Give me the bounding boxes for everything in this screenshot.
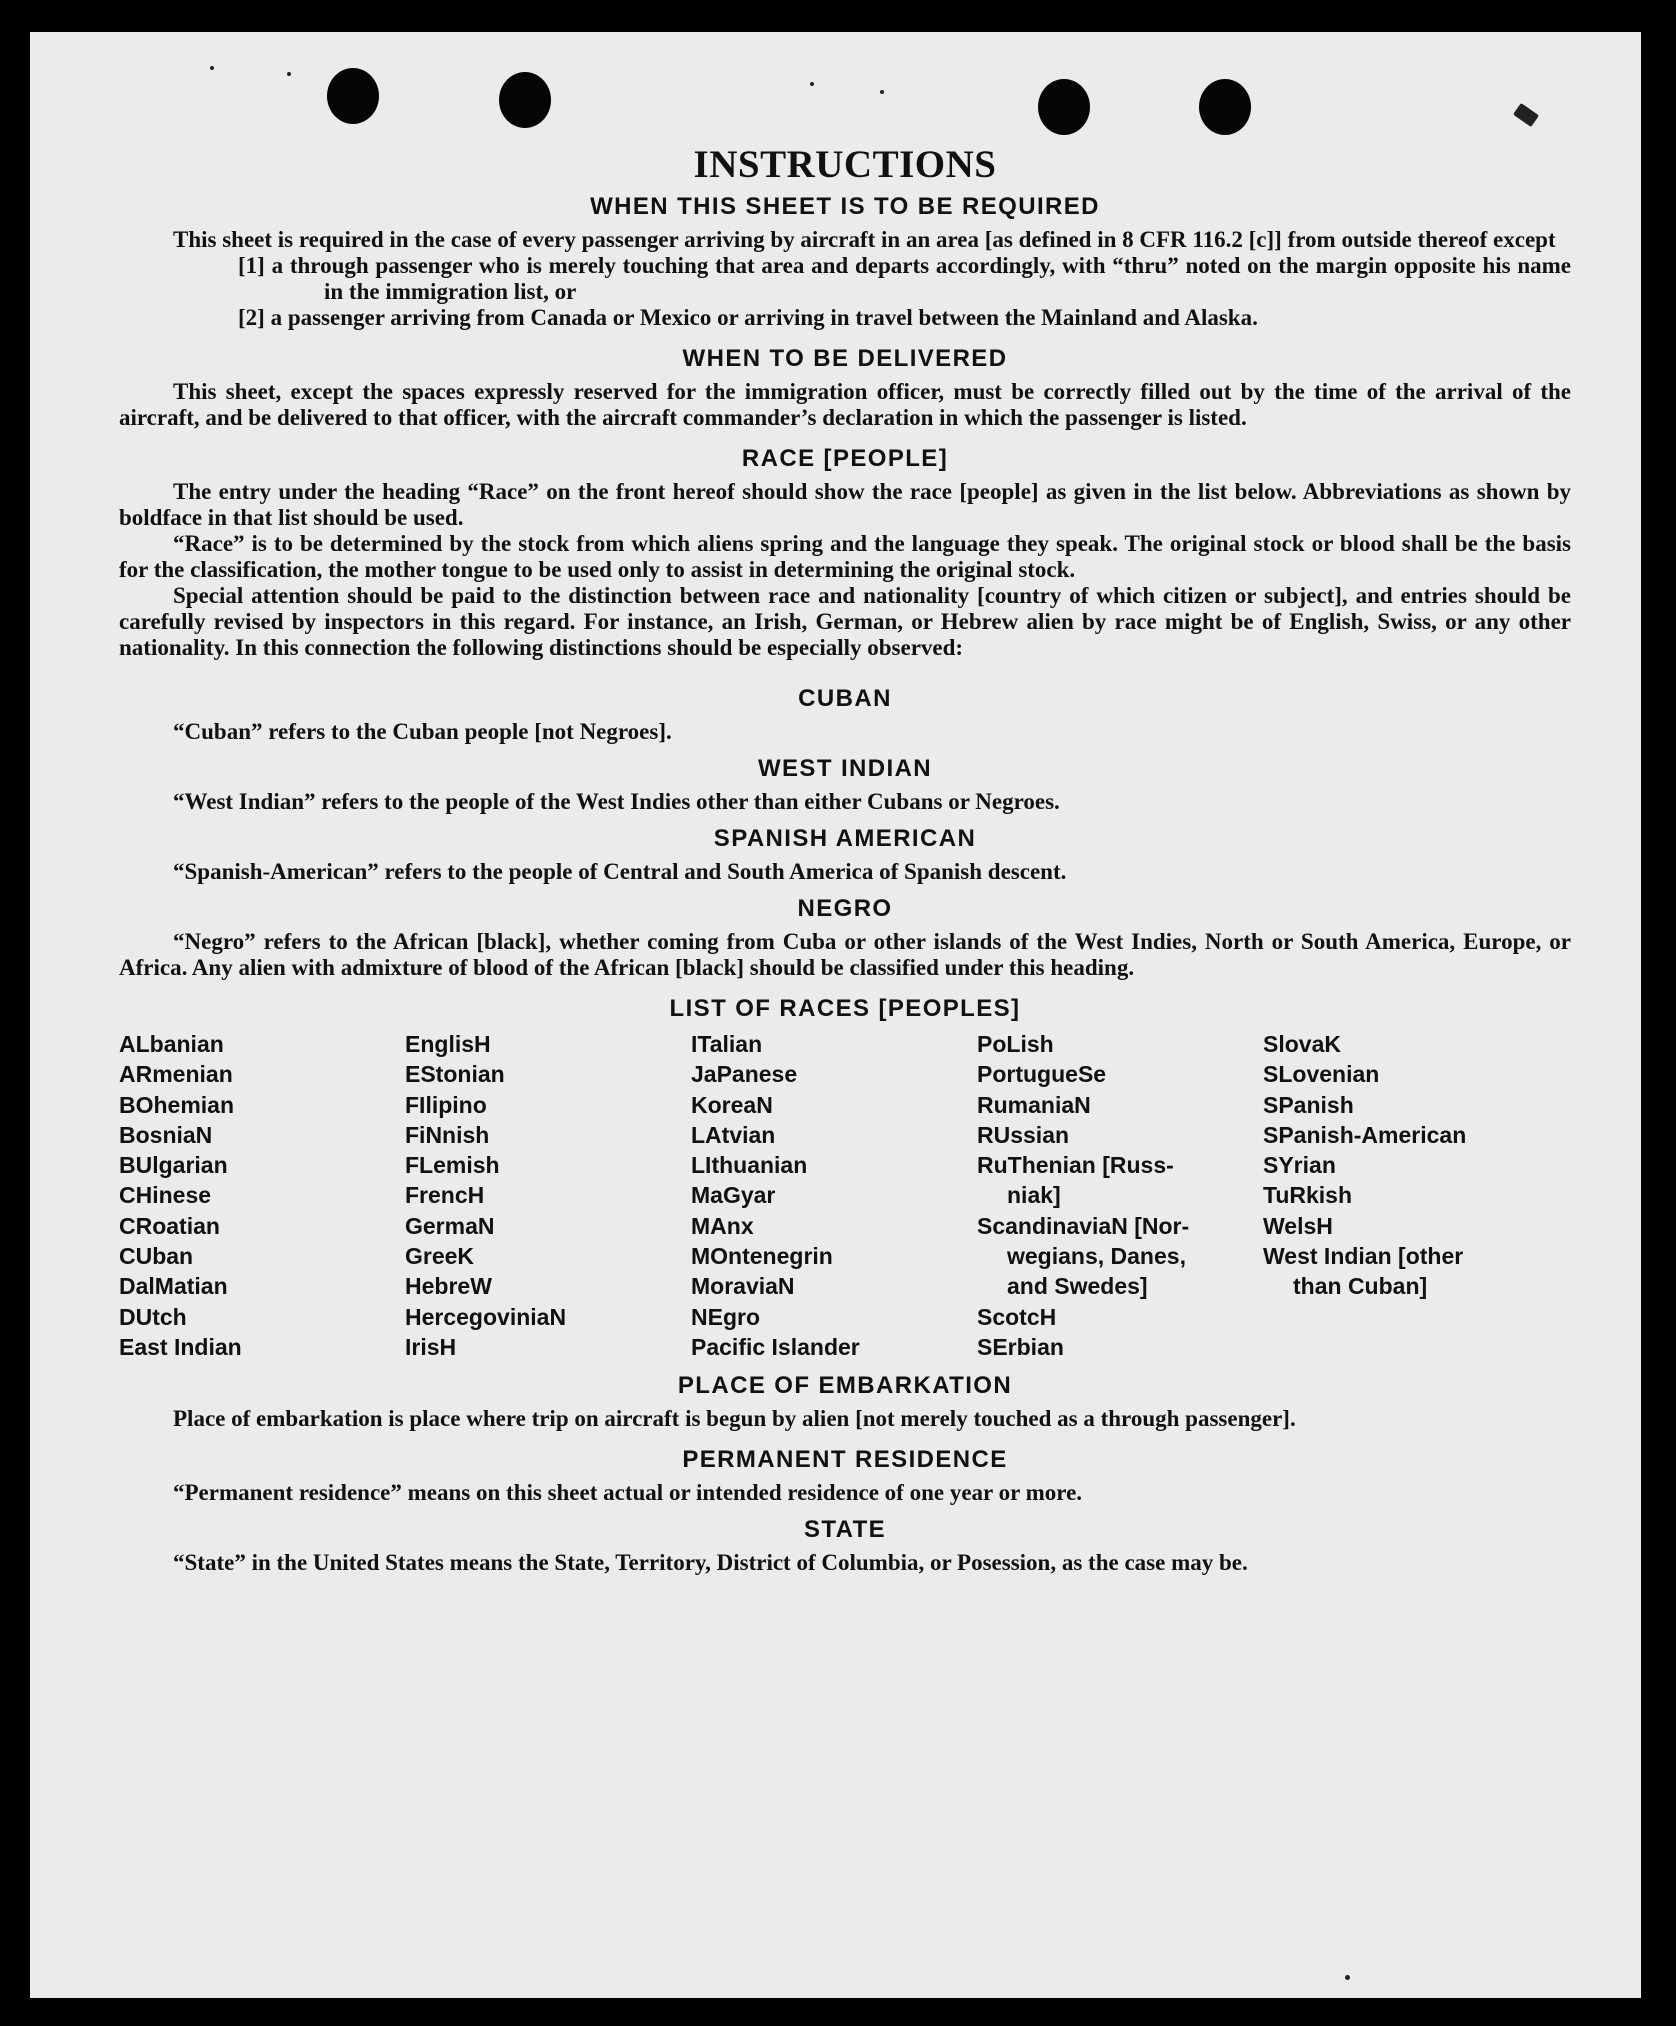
race-item: FrencH: [405, 1182, 485, 1209]
race-list: [119, 1029, 1571, 1362]
race-item: SErbian: [977, 1333, 1064, 1360]
race-item: than Cuban]: [1293, 1273, 1428, 1300]
heading-cuban: CUBAN: [798, 685, 892, 712]
race-item: DalMatian: [119, 1273, 228, 1300]
race-item: EStonian: [405, 1061, 505, 1088]
race-item: PoLish: [977, 1031, 1054, 1057]
punch-hole-1: [327, 68, 379, 124]
required-intro: This sheet is required in the case of every passenger arriving by aircraft in an area [as defined in 8 CFR 116.2 [c]] from outside thereof except: [173, 227, 1556, 252]
race-item: GermaN: [405, 1212, 495, 1239]
race-column: [691, 1029, 977, 1362]
page-title: INSTRUCTIONS: [693, 143, 997, 186]
race-item: CHinese: [119, 1182, 212, 1209]
required-item-2: [2] a passenger arriving from Canada or Mexico or arriving in travel between the Mainland and Alaska.: [238, 305, 1258, 330]
race-item: FiNnish: [405, 1121, 490, 1148]
delivered-text: This sheet, except the spaces expressly reserved for the immigration officer, must be correctly filled out by the time of the arrival of the aircraft, and be delivered to that officer, with the aircraft commander’s declaration in which the passenger is listed.: [119, 379, 1571, 430]
race-item: KoreaN: [691, 1091, 773, 1118]
race-item: RumaniaN: [977, 1091, 1091, 1118]
heading-when-required: WHEN THIS SHEET IS TO BE REQUIRED: [590, 193, 1100, 220]
race-paragraph-3: Special attention should be paid to the distinction between race and nationality [country of which citizen or subject], and entries should be carefully revised by inspectors in this regard. For instance, an Irish, German, or Hebrew alien by race might be of English, Swiss, or any other nationality. In this connection the following distinctions should be especially observed:: [119, 583, 1571, 660]
speck: [287, 72, 291, 76]
race-item: EnglisH: [405, 1031, 491, 1057]
race-item: DUtch: [119, 1303, 187, 1330]
race-item: TuRkish: [1263, 1182, 1353, 1209]
state-text: “State” in the United States means the State, Territory, District of Columbia, or Posession, as the case may be.: [173, 1550, 1248, 1576]
race-column: [977, 1029, 1263, 1362]
speck: [210, 66, 214, 70]
race-item: CUban: [119, 1243, 194, 1270]
race-item: SPanish-American: [1263, 1121, 1467, 1148]
race-item: MAnx: [691, 1212, 754, 1239]
punch-hole-3: [1038, 79, 1090, 135]
race-item: ALbanian: [119, 1031, 224, 1057]
instructions-content: [119, 142, 1571, 1576]
race-column: [119, 1029, 405, 1362]
race-item: BosniaN: [119, 1121, 213, 1148]
negro-text: “Negro” refers to the African [black], whether coming from Cuba or other islands of the West Indies, North or South America, Europe, or Africa. Any alien with admixture of blood of the African [black] should be classified under this heading.: [119, 929, 1571, 980]
speck: [1513, 103, 1539, 127]
heading-race: RACE [PEOPLE]: [741, 445, 949, 472]
document-sheet: [30, 32, 1641, 1998]
required-item-1: [1] a through passenger who is merely touching that area and departs accordingly, with “thru” noted on the margin opposite his name in the immigration list, or: [238, 253, 1571, 304]
speck: [1345, 1975, 1350, 1980]
race-column: [405, 1029, 691, 1362]
race-item: SlovaK: [1263, 1031, 1341, 1057]
race-item: LAtvian: [691, 1121, 776, 1148]
race-item: MOntenegrin: [691, 1243, 833, 1270]
heading-permanent-residence: PERMANENT RESIDENCE: [682, 1446, 1008, 1474]
heading-west-indian: WEST INDIAN: [757, 755, 933, 782]
heading-negro: NEGRO: [797, 895, 893, 922]
race-paragraph-2: “Race” is to be determined by the stock from which aliens spring and the language they speak. The original stock or blood shall be the basis for the classification, the mother tongue to be used only to assist in determining the original stock.: [119, 531, 1571, 582]
heading-spanish-american: SPANISH AMERICAN: [713, 825, 977, 852]
race-item: Pacific Islander: [691, 1333, 860, 1360]
race-item: East Indian: [119, 1333, 242, 1360]
heading-state: STATE: [803, 1516, 887, 1544]
race-item: BOhemian: [119, 1091, 235, 1118]
race-item: FLemish: [405, 1152, 500, 1179]
punch-hole-4: [1199, 79, 1251, 135]
race-item: ITalian: [691, 1031, 763, 1057]
race-item: CRoatian: [119, 1212, 220, 1239]
cuban-text: “Cuban” refers to the Cuban people [not Negroes].: [173, 719, 672, 744]
punch-hole-2: [499, 72, 551, 128]
race-item: RUssian: [977, 1121, 1070, 1148]
race-item: WelsH: [1263, 1212, 1333, 1239]
race-column: [1263, 1029, 1563, 1362]
residence-text: “Permanent residence” means on this sheet actual or intended residence of one year or more.: [173, 1480, 1083, 1506]
heading-when-delivered: WHEN TO BE DELIVERED: [682, 345, 1008, 372]
race-item: wegians, Danes,: [1007, 1243, 1186, 1270]
race-item: ARmenian: [119, 1061, 233, 1088]
race-item: SYrian: [1263, 1152, 1336, 1179]
race-item: LIthuanian: [691, 1152, 808, 1179]
race-item: RuThenian [Russ-: [977, 1152, 1174, 1179]
heading-list-of-races: LIST OF RACES [PEOPLES]: [669, 995, 1021, 1022]
race-item: IrisH: [405, 1333, 457, 1360]
race-item: West Indian [other: [1263, 1243, 1464, 1270]
race-item: niak]: [1007, 1182, 1061, 1209]
race-item: NEgro: [691, 1303, 760, 1330]
race-item: FIlipino: [405, 1091, 487, 1118]
speck: [880, 90, 884, 94]
race-paragraph-1: The entry under the heading “Race” on the front hereof should show the race [people] as given in the list below. Abbreviations as shown by boldface in that list should be used.: [119, 479, 1571, 530]
race-item: BUlgarian: [119, 1152, 228, 1179]
race-item: ScandinaviaN [Nor-: [977, 1212, 1190, 1239]
race-item: MaGyar: [691, 1182, 776, 1209]
speck: [810, 82, 814, 86]
race-item: HercegoviniaN: [405, 1303, 567, 1330]
race-item: MoraviaN: [691, 1273, 795, 1300]
race-item: GreeK: [405, 1243, 475, 1270]
race-item: HebreW: [405, 1273, 492, 1300]
race-item: JaPanese: [691, 1061, 798, 1088]
race-item: SPanish: [1263, 1091, 1354, 1118]
west-indian-text: “West Indian” refers to the people of the West Indies other than either Cubans or Negroes.: [173, 789, 1060, 814]
race-item: SLovenian: [1263, 1061, 1380, 1088]
heading-embarkation: PLACE OF EMBARKATION: [677, 1372, 1013, 1400]
race-item: PortugueSe: [977, 1061, 1107, 1088]
race-item: and Swedes]: [1007, 1273, 1148, 1300]
spanish-american-text: “Spanish-American” refers to the people of Central and South America of Spanish descent.: [173, 859, 1067, 884]
race-item: ScotcH: [977, 1303, 1057, 1330]
embarkation-text: Place of embarkation is place where trip on aircraft is begun by alien [not merely touched as a through passenger].: [173, 1406, 1296, 1432]
